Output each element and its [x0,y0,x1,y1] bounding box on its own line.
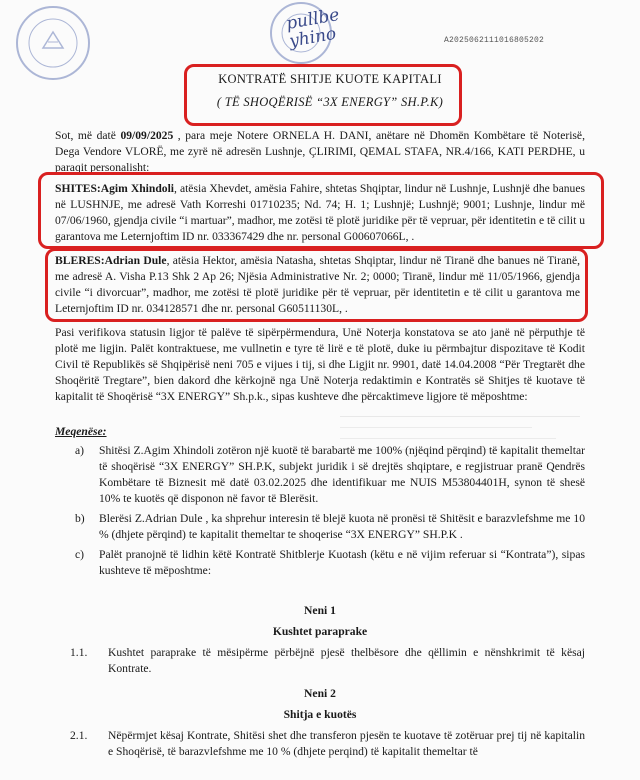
whereas-marker: c) [75,548,85,561]
document-subtitle: ( TË SHOQËRISË “3X ENERGY” SH.P.K) [216,95,444,109]
buyer-highlight [45,248,588,322]
verification-paragraph: Pasi verifikova statusin ligjor të palëve të sipërpërmendura, Unë Noterja konstatova se ato janë në përputhje të plotë me ligjin. Palët kontraktuese, me vullnetin e tyre të lirë e të plotë, duke iu përmbajtur dispozitave të Kodit Civil të Republikës së Shqipërisë neni 705 e vijues i tij, si dhe Ligjit nr. 9901, datë 14.04.2008 “Për Tregtarët dhe Shoqëritë Tregtare”, bien dakord dhe kërkojnë nga Unë Noterja redaktimin e Kontratës së Shitjes të kuotave të kapitalit të Shoqërisë “3X ENERGY” Sh.p.k., sipas kushteve dhe përcaktimeve ligjore të mëposhtme: [55,326,585,403]
whereas-item [55,511,585,543]
whereas-text: Palët pranojnë të lidhin këtë Kontratë Shitblerje Kuotash (këtu e në vijim referuar si “Kontrata”), sipas kushteve të mëposhtme: [99,548,585,577]
whereas-heading: Meqenëse: [55,425,107,438]
seal-stamp-icon [16,6,90,80]
seller-highlight [38,172,604,249]
whereas-marker: a) [75,444,85,457]
whereas-list [55,443,585,579]
article-2-number: Neni 2 [304,687,336,700]
intro-prefix: Sot, më datë [55,129,121,142]
seller-label: SHITES:Agim Xhindoli [55,182,175,195]
clause-text: Kushtet paraprake të mësipërme përbëjnë pjesë thelbësore dhe qëllimin e nënshkrimit të kësaj Kontrate. [108,646,585,675]
whereas-item [55,547,585,579]
buyer-label: BLERES:Adrian Dule [55,254,167,267]
clause-number: 2.1. [70,729,88,742]
reference-number: A2025062111016805202 [444,36,545,45]
intro-rest: , para meje Notere ORNELA H. DANI, anëtare në Dhomën Kombëtare të Noterisë, Dega Vendore VLORË, me zyrë në adresën Lushnje, ÇLIRIMI, QEMAL STAFA, NR.4/166, KATI PERDHE, u paraqit personalisht: [55,129,585,174]
intro-paragraph [55,128,585,176]
whereas-marker: b) [75,512,85,525]
article-2-clause [70,728,585,760]
whereas-text: Shitësi Z.Agim Xhindoli zotëron një kuotë të barabartë me 100% (njëqind përqind) të kapitalit themeltar të shoqërisë “3X ENERGY” SH.P.K, subjekt juridik i së drejtës shqiptare, e regjistruar pranë Qendrës Kombëtare të Biznesit më datë 03.02.2025 dhe identifikuar me NUIS M53804401H, synon të shesë 10% te kuotës që disponon në favor të Blerësit. [99,444,585,505]
clause-number: 1.1. [70,646,88,659]
signature-text: pullbe yhino [284,4,341,52]
article-1-title: Kushtet paraprake [272,625,368,638]
title-highlight [184,64,462,126]
document-title: KONTRATË SHITJE KUOTE KAPITALI [218,72,442,86]
clause-text: Nëpërmjet kësaj Kontrate, Shitësi shet dhe transferon pjesën te kuotave të zotëruar prej tij në kapitalin e Shoqërisë, të barazvlefshme me 10 % (dhjete perqind) të kapitalit themeltar të [108,729,585,758]
seller-details: , atësia Xhevdet, amësia Fahire, shtetas Shqiptar, lindur në Lushnje, Lushnjë dhe banues në LUSHNJE, me adresë Vath Korreshi 01710235; Nd. 74; H. 1; Lushnjë; Lushnjë; 9001; Lushnje, lindur më 07/06/1960, gjendja civile “i martuar”, madhor, me zotësi të plotë juridike për të vepruar, për identitetin e të cilit u garantova me Leternjoftim ID nr. 033367429 dhe nr. personal G00607066L, . [55,182,585,243]
contract-date: 09/09/2025 [120,129,174,142]
whereas-item [55,443,585,507]
article-1-clause [70,645,585,677]
buyer-details: , atësia Hektor, amësia Natasha, shtetas Shqiptar, lindur në Tiranë dhe banues në Tiranë, me adresë A. Visha P.13 Shk 2 Ap 26; Njësia Administrative Nr. 2; 0000; Tiranë, lindur më 11/05/1966, gjendja civile “i divorcuar”, madhor, me zotësi të plotë juridike për të vepruar, për identitetin e të cilit u garantova me Leternjoftim ID nr. 034128571 dhe nr. personal G60511130L, . [55,254,581,315]
article-2-title: Shitja e kuotës [283,708,357,721]
whereas-text: Blerësi Z.Adrian Dule , ka shprehur interesin të blejë kuota në pronësi të Shitësit e barazvlefshme me 10 % (dhjete përqind) te kapitalit themeltar te shoqerise “3X ENERGY” SH.P.K . [99,512,585,541]
article-1-number: Neni 1 [304,604,336,617]
